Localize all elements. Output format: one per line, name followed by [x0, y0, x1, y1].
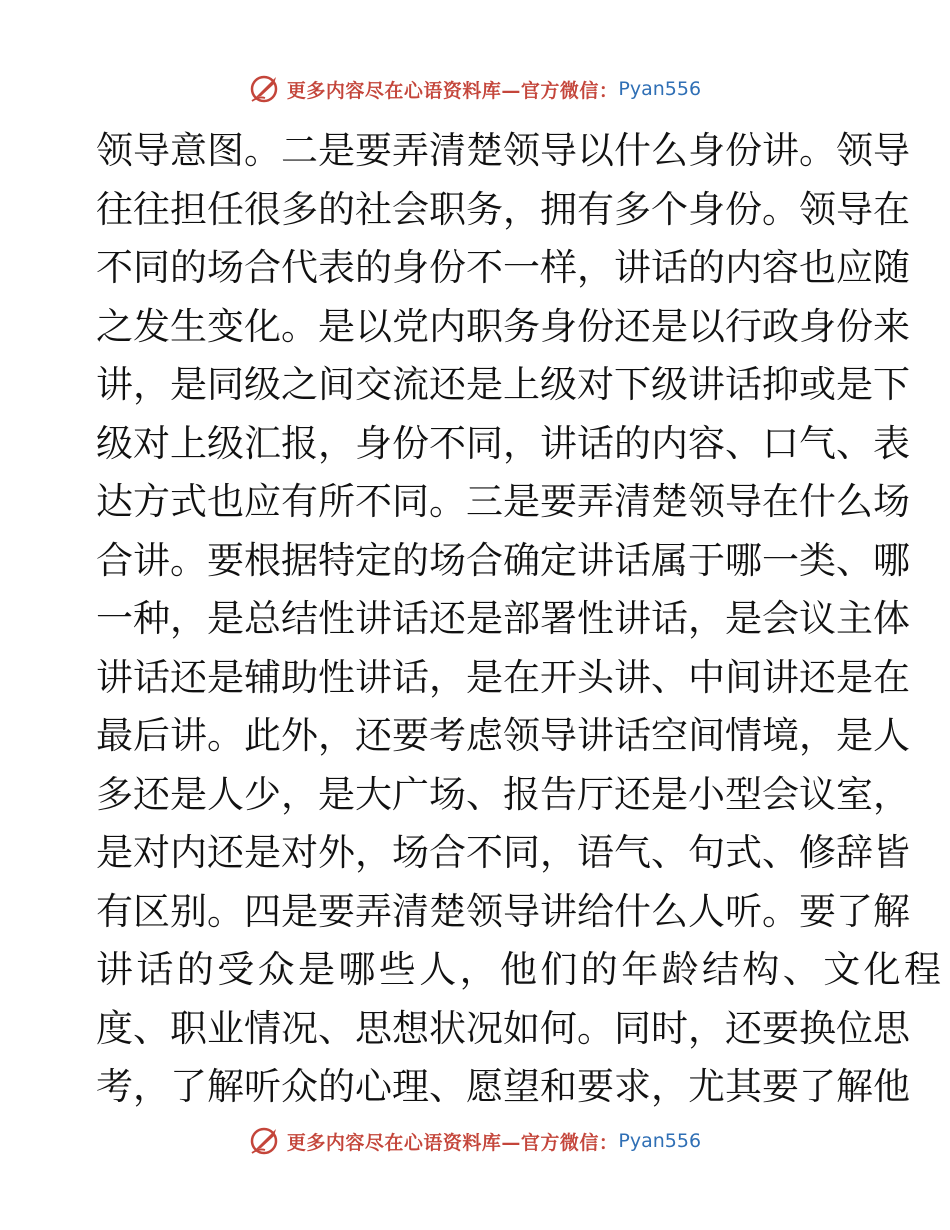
document-body [96, 122, 945, 1117]
text-line: 达方式也应有所不同。三是要弄清楚领导在什么场 [96, 480, 910, 523]
text-line: 合讲。要根据特定的场合确定讲话属于哪一类、哪 [96, 538, 910, 582]
text-line: 有区别。四是要弄清楚领导讲给什么人听。要了解 [96, 889, 910, 933]
watermark-text: 更多内容尽在心语资料库—官方微信： [286, 79, 619, 102]
watermark-text: 更多内容尽在心语资料库—官方微信： [286, 1131, 619, 1154]
watermark-brand: Pyan556 [618, 78, 702, 100]
text-line: 考，了解听众的心理、愿望和要求，尤其要了解他 [96, 1065, 910, 1108]
text-line: 多还是人少，是大广场、报告厅还是小型会议室， [96, 772, 910, 816]
pen-logo-icon [249, 1126, 283, 1156]
text-line: 讲话的受众是哪些人，他们的年龄结构、文化程 [96, 948, 945, 991]
text-line: 之发生变化。是以党内职务身份还是以行政身份来 [96, 304, 910, 348]
text-line: 不同的场合代表的身份不一样，讲话的内容也应随 [96, 246, 910, 289]
text-line: 度、职业情况、思想状况如何。同时，还要换位思 [96, 1006, 910, 1050]
text-line: 领导意图。二是要弄清楚领导以什么身份讲。领导 [96, 129, 910, 172]
header-watermark [0, 74, 950, 104]
text-line: 级对上级汇报，身份不同，讲话的内容、口气、表 [96, 421, 910, 465]
text-line: 一种，是总结性讲话还是部署性讲话，是会议主体 [96, 597, 910, 640]
text-line: 讲，是同级之间交流还是上级对下级讲话抑或是下 [96, 363, 910, 406]
text-line: 是对内还是对外，场合不同，语气、句式、修辞皆 [96, 831, 910, 874]
text-line: 往往担任很多的社会职务，拥有多个身份。领导在 [96, 187, 910, 231]
text-line: 讲话还是辅助性讲话，是在开头讲、中间讲还是在 [96, 655, 910, 699]
text-line: 最后讲。此外，还要考虑领导讲话空间情境，是人 [96, 714, 910, 757]
footer-watermark [0, 1126, 950, 1156]
watermark-brand: Pyan556 [618, 1130, 702, 1152]
pen-logo-icon [249, 74, 283, 104]
